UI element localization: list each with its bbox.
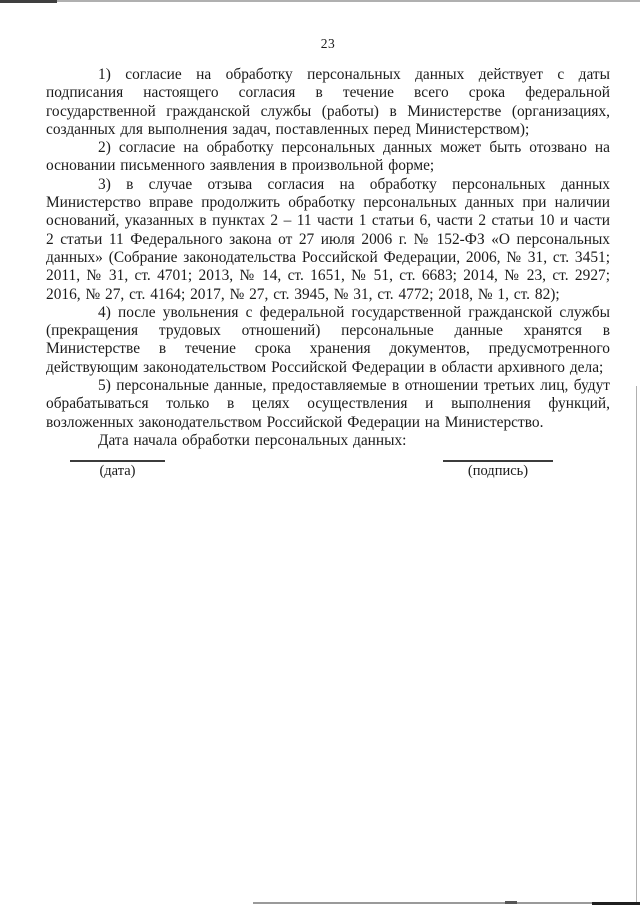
paragraph-third-party-data: 5) персональные данные, предоставляемые в отношении третьих лиц, будут обрабатываться только в целях осуществления и выполнения функций, возложенных законодательством Российской Федерации на Министерство. xyxy=(46,377,610,431)
paragraph-withdrawal-consequences: 3) в случае отзыва согласия на обработку персональных данных Министерство вправе продолжить обработку персональных данных при наличии оснований, указанных в пунктах 2 – 11 части 1 статьи 6, части 2 статьи 10 и части 2 статьи 11 Федерального закона от 27 июля 2006 г. № 152-ФЗ «О персональных данных» (Собрание законодательства Российской Федерации, 2006, № 31, ст. 3451; 2011, № 31, ст. 4701; 2013, № 14, ст. 1651, № 51, ст. 6683; 2014, № 23, ст. 2927; 2016, № 27, ст. 4164; 2017, № 27, ст. 3945, № 31, ст. 4772; 2018, № 1, ст. 82); xyxy=(46,175,610,303)
scan-edge-top-dark xyxy=(0,0,57,3)
signature-label: (подпись) xyxy=(467,463,529,479)
scan-edge-bottom-gray xyxy=(253,902,592,904)
page-number: 23 xyxy=(320,36,336,51)
signature-block xyxy=(0,460,640,500)
document-body xyxy=(46,66,610,450)
paragraph-storage-after-dismissal: 4) после увольнения с федеральной государственной гражданской службы (прекращения трудовых отношений) персональные данные хранятся в Министерстве в течение срока хранения документов, предусмотренного действующим законодательством Российской Федерации в области архивного дела; xyxy=(46,303,610,376)
scan-edge-top-light xyxy=(57,0,640,2)
paragraph-consent-duration: 1) согласие на обработку персональных данных действует с даты подписания настоящего согласия в течение всего срока федеральной государственной гражданской службы (работы) в Министерстве (организациях, созданных для выполнения задач, поставленных перед Министерством); xyxy=(46,66,610,138)
signature-field xyxy=(443,460,553,480)
date-label: (дата) xyxy=(99,463,136,479)
scan-edge-bottom-tick xyxy=(505,901,517,904)
date-signature-field xyxy=(70,460,165,480)
paragraph-processing-start-date: Дата начала обработки персональных данных: xyxy=(98,431,407,449)
paragraph-consent-withdrawal: 2) согласие на обработку персональных данных может быть отозвано на основании письменного заявления в произвольной форме; xyxy=(46,139,610,175)
